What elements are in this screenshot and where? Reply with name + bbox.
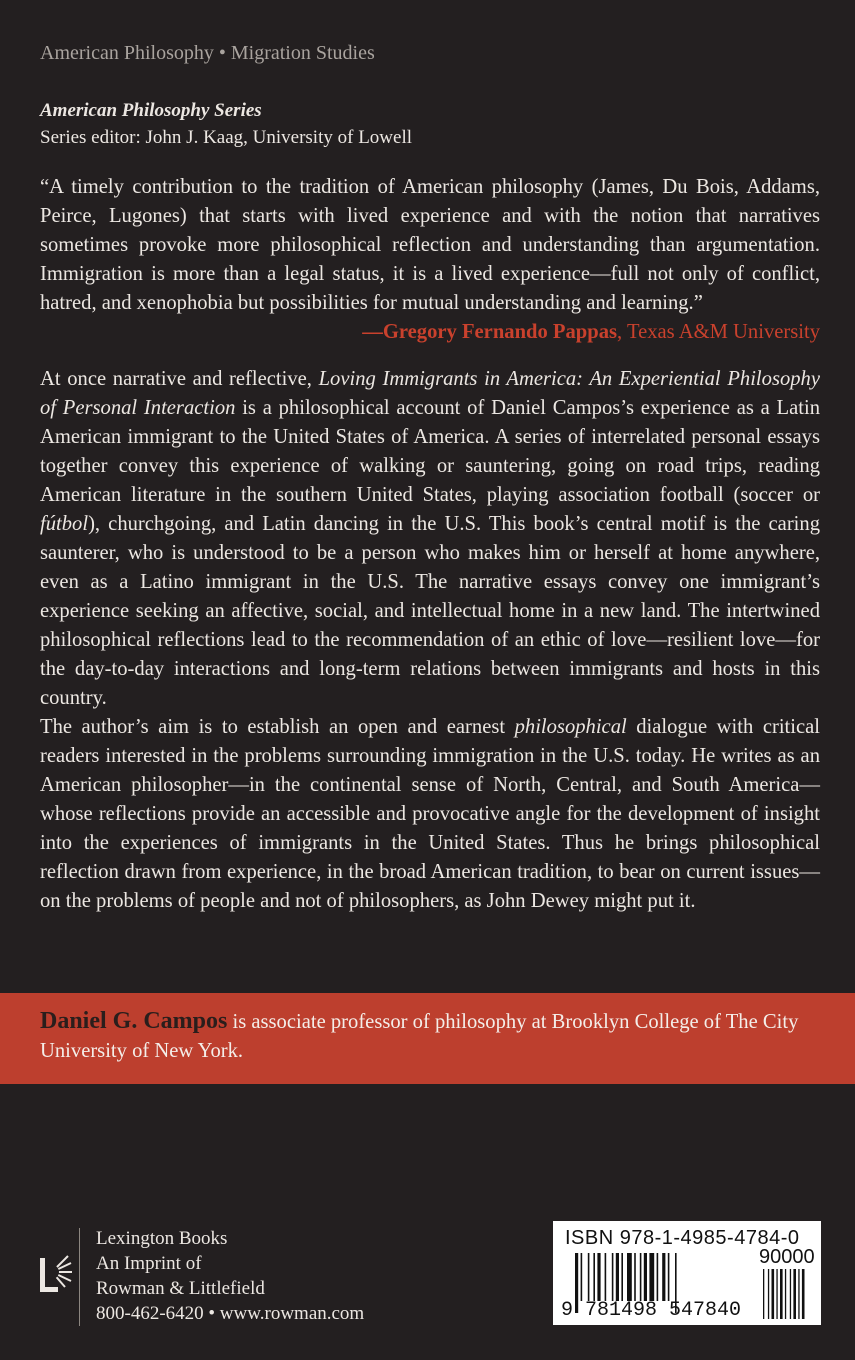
series-editor: Series editor: John J. Kaag, University of Lowell <box>40 127 413 148</box>
author-name: Daniel G. Campos <box>40 1008 228 1034</box>
series-title: American Philosophy Series <box>40 100 262 121</box>
endorsement-quote <box>40 173 820 347</box>
futbol-term: fútbol <box>40 513 89 535</box>
publisher-name: Lexington Books <box>96 1228 228 1249</box>
isbn-barcode <box>553 1221 821 1325</box>
aim-a: The author’s aim is to establish an open and earnest <box>40 716 515 738</box>
desc-intro: At once narrative and reflective, <box>40 368 319 390</box>
publisher-parent: Rowman & Littlefield <box>96 1278 265 1299</box>
book-title: Loving Immigrants in America: An Experiential Philosophy of Personal Interaction <box>40 368 820 419</box>
isbn-label: ISBN 978-1-4985-4784-0 <box>565 1227 800 1249</box>
quote-dash: — <box>362 321 383 343</box>
author-bio-text: is associate professor of philosophy at Brooklyn College of The City University of New York. <box>40 1011 799 1062</box>
publisher-imprint: An Imprint of <box>96 1253 202 1274</box>
book-description <box>40 365 820 713</box>
quote-author: Gregory Fernando Pappas <box>382 321 618 343</box>
quote-text: “A timely contribution to the tradition of American philosophy (James, Du Bois, Addams, Peirce, Lugones) that starts with lived experience and with the notion that narratives sometimes provoke more philosophical reflection and understanding than argumentation. Immigration is more than a legal status, it is a lived experience—full not only of conflict, hatred, and xenophobia but possibilities for mutual understanding and learning.” <box>40 176 820 314</box>
category-line: American Philosophy • Migration Studies <box>40 42 375 64</box>
author-bio-band <box>0 993 855 1084</box>
series-info <box>40 97 412 151</box>
publisher-divider <box>79 1228 80 1326</box>
isbn-digits: 9 781498 547840 <box>561 1299 742 1322</box>
aim-emphasis: philosophical <box>514 716 627 738</box>
quote-affiliation: , Texas A&M University <box>617 321 820 343</box>
aim-b: dialogue with critical readers interested in the problems surrounding immigration in the U.S. today. He writes as an American philosopher—in the continental sense of North, Central, and South America—whose reflections provide an accessible and provocative angle for the development of insight into the experiences of immigrants in the United States. Thus he brings philosophical reflection drawn from experience, in the broad American tradition, to bear on current issues—on the problems of people and not of philosophers, as John Dewey might put it. <box>40 716 820 912</box>
publisher-contact: 800-462-6420 • www.rowman.com <box>96 1303 365 1324</box>
desc-body-b: ), churchgoing, and Latin dancing in the U.S. This book’s central motif is the caring saunterer, who is understood to be a person who makes him or herself at home anywhere, even as a Latino immigrant in the U.S. The narrative essays convey one immigrant’s experience seeking an affective, social, and intellectual home in a new land. The intertwined philosophical reflections lead to the recommendation of an ethic of love—resilient love—for the day-to-day interactions and long-term relations between immigrants and hosts in this country. <box>40 513 820 709</box>
author-bio <box>40 1007 822 1066</box>
desc-body-a: is a philosophical account of Daniel Campos’s experience as a Latin American immigrant to the United States of America. A series of interrelated personal essays together convey this experience of walking or sauntering, going on road trips, reading American literature in the southern United States, playing association football (soccer or <box>40 397 820 506</box>
isbn-price-addon: 90000 <box>759 1246 815 1268</box>
publisher-info <box>96 1226 364 1326</box>
author-aim <box>40 713 820 916</box>
publisher-logo-icon <box>38 1252 74 1296</box>
quote-attribution <box>362 318 820 347</box>
